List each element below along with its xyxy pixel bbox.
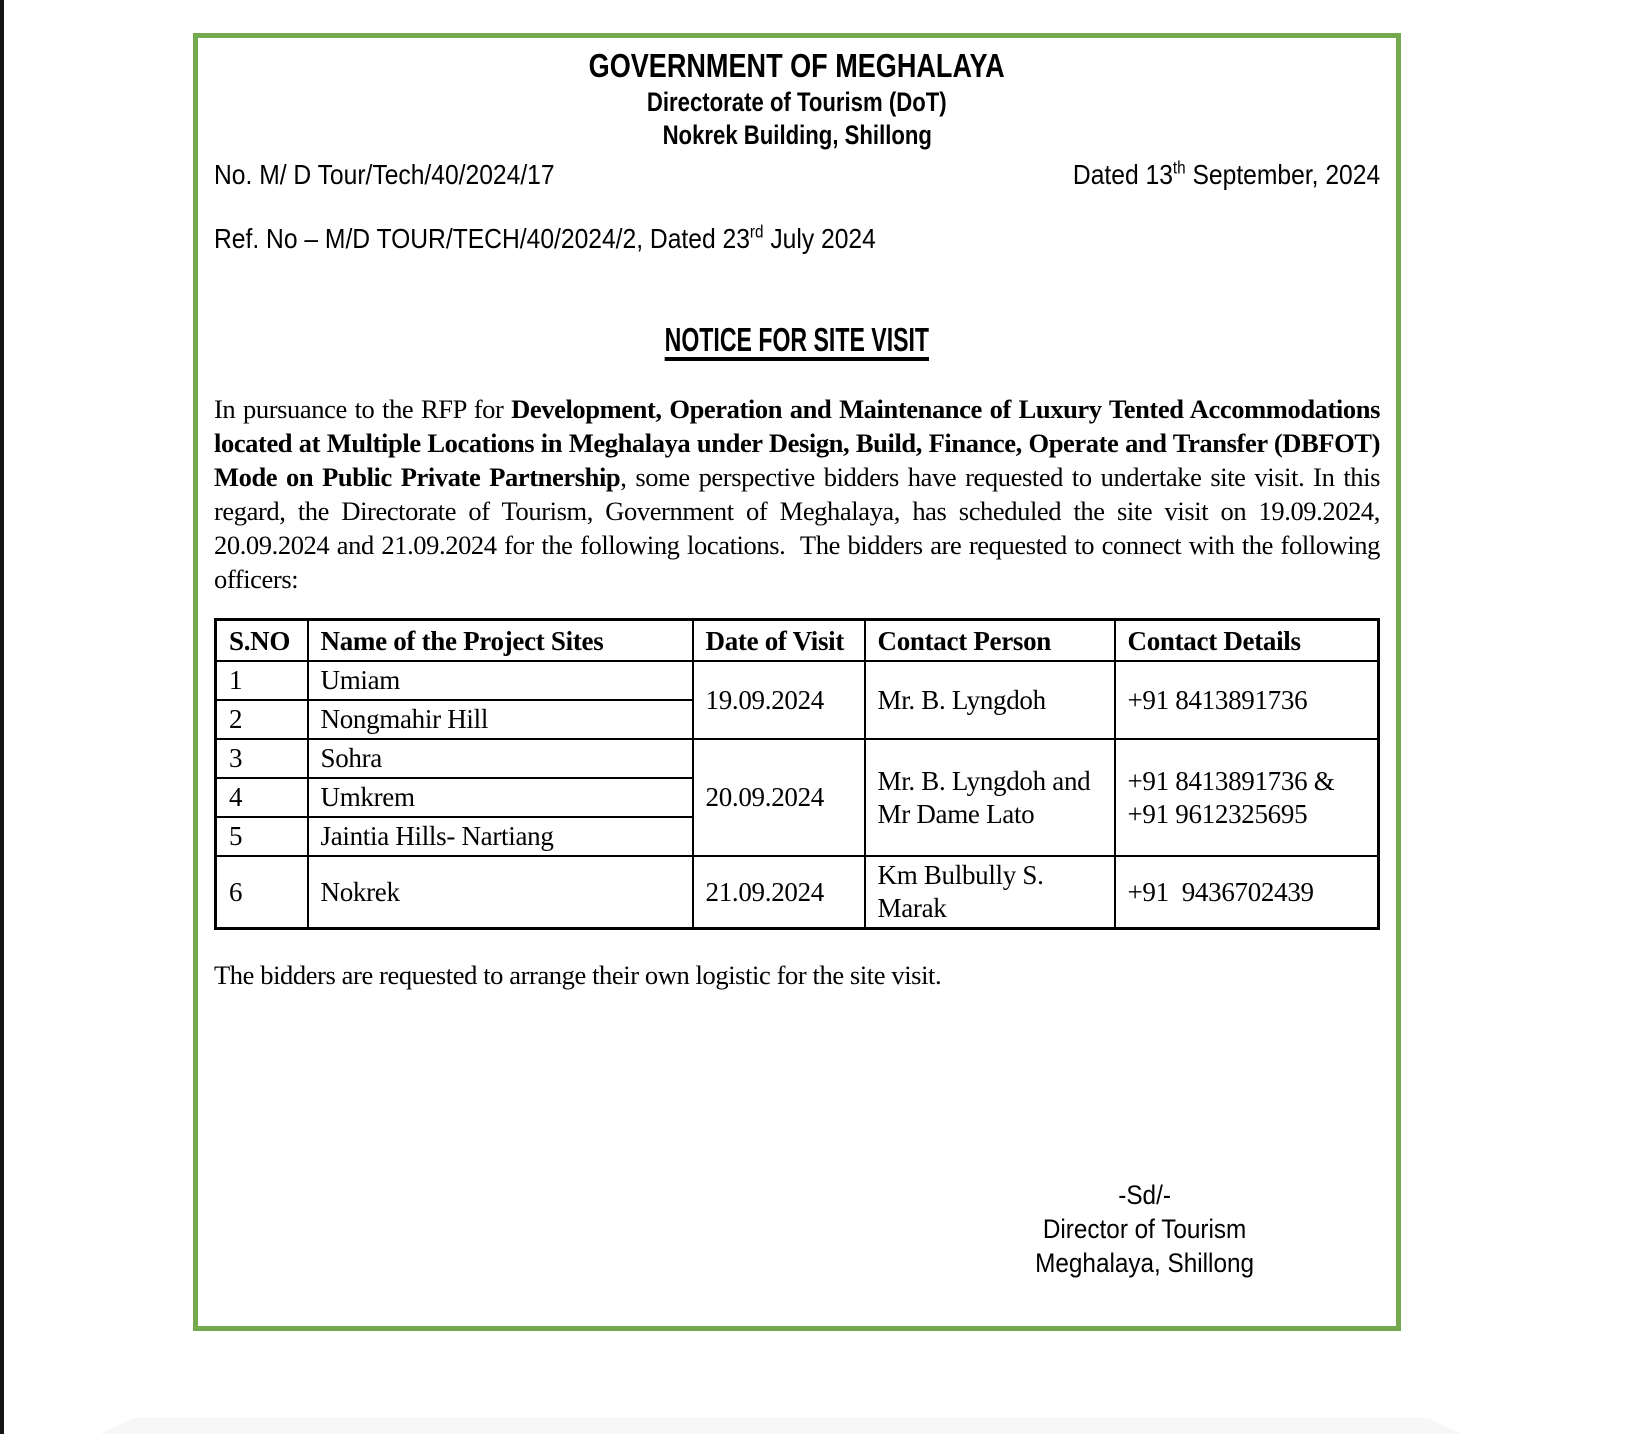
cell-visit-date: 20.09.2024 [693, 739, 865, 856]
ref-ordinal-suffix: rd [749, 221, 764, 242]
cell-site-name: Sohra [308, 739, 693, 778]
cell-site-name: Jaintia Hills- Nartiang [308, 817, 693, 856]
ref-month-year: July 2024 [763, 223, 876, 254]
cell-contact-details: +91 8413891736 [1115, 661, 1379, 739]
column-header-contact-details: Contact Details [1115, 620, 1379, 662]
cell-sno: 5 [216, 817, 308, 856]
notice-title-row [214, 320, 1380, 360]
cell-sno: 2 [216, 700, 308, 739]
cell-site-name: Umkrem [308, 778, 693, 817]
site-visit-table [214, 618, 1380, 930]
signature-lines [1035, 1178, 1254, 1280]
notice-document-page [193, 33, 1401, 1331]
table-row [216, 661, 1379, 700]
cell-visit-date: 21.09.2024 [693, 856, 865, 929]
letter-number-date-row [214, 158, 1380, 192]
column-header-contact-person: Contact Person [865, 620, 1115, 662]
notice-title: NOTICE FOR SITE VISIT [664, 321, 930, 358]
department-title: Directorate of Tourism (DoT) [647, 87, 947, 117]
table-header-row [216, 620, 1379, 662]
org-title-row [214, 46, 1380, 86]
org-title: GOVERNMENT OF MEGHALAYA [589, 47, 1005, 84]
reference-number-line [214, 222, 876, 256]
project-title-bold: Development, Operation and Maintenance of Luxury Tented Accommodations located at Multiple Locations in Meghalaya under Design, Build, Finance, Operate and Transfer (DBFOT) Mode on Public Private Partnership [214, 394, 1380, 492]
dated-ordinal-suffix: th [1172, 157, 1186, 178]
logistics-note: The bidders are requested to arrange their own logistic for the site visit. [214, 960, 942, 990]
letter-number: No. M/ D Tour/Tech/40/2024/17 [214, 159, 555, 190]
signatory-location: Meghalaya, Shillong [1034, 1248, 1254, 1278]
signed-marker: -Sd/- [1118, 1180, 1171, 1210]
signatory-designation: Director of Tourism [1042, 1214, 1247, 1244]
cell-site-name: Umiam [308, 661, 693, 700]
cell-site-name: Nongmahir Hill [308, 700, 693, 739]
cell-visit-date: 19.09.2024 [693, 661, 865, 739]
cell-sno: 4 [216, 778, 308, 817]
scan-left-edge-line [0, 0, 4, 1434]
cell-contact-person: Km Bulbully S. Marak [865, 856, 1115, 929]
dated-line [1073, 158, 1380, 192]
cell-sno: 3 [216, 739, 308, 778]
cell-contact-person: Mr. B. Lyngdoh [865, 661, 1115, 739]
dated-text: Dated 13 [1072, 159, 1173, 190]
column-header-sno: S.NO [216, 620, 308, 662]
paragraph-intro: In pursuance to the RFP for [214, 394, 512, 424]
cell-sno: 6 [216, 856, 308, 929]
address-line: Nokrek Building, Shillong [662, 120, 932, 150]
paragraph-body: , some perspective bidders have requested to undertake site visit. In this regard, the Directorate of Tourism, Government of Meghalaya, has scheduled the site visit on 19.09.2024, 20.09.2024 and 21.09.2024 for the following locations. The bidders are requested to connect with the following officers: [214, 462, 1381, 594]
cell-site-name: Nokrek [308, 856, 693, 929]
signature-block [1023, 1178, 1266, 1280]
notice-paragraph [214, 392, 1380, 596]
table-row [216, 739, 1379, 778]
cell-contact-details: +91 9436702439 [1115, 856, 1379, 929]
table-row [216, 856, 1379, 929]
dated-month-year: September, 2024 [1185, 159, 1380, 190]
cell-contact-details: +91 8413891736 & +91 9612325695 [1115, 739, 1379, 856]
reference-row [214, 222, 1380, 256]
cell-sno: 1 [216, 661, 308, 700]
column-header-site-name: Name of the Project Sites [308, 620, 693, 662]
column-header-visit-date: Date of Visit [693, 620, 865, 662]
next-page-shadow [100, 1418, 1462, 1434]
cell-contact-person: Mr. B. Lyngdoh and Mr Dame Lato [865, 739, 1115, 856]
department-row [214, 86, 1380, 119]
address-row [214, 119, 1380, 152]
ref-text: Ref. No – M/D TOUR/TECH/40/2024/2, Dated 23 [214, 223, 750, 254]
